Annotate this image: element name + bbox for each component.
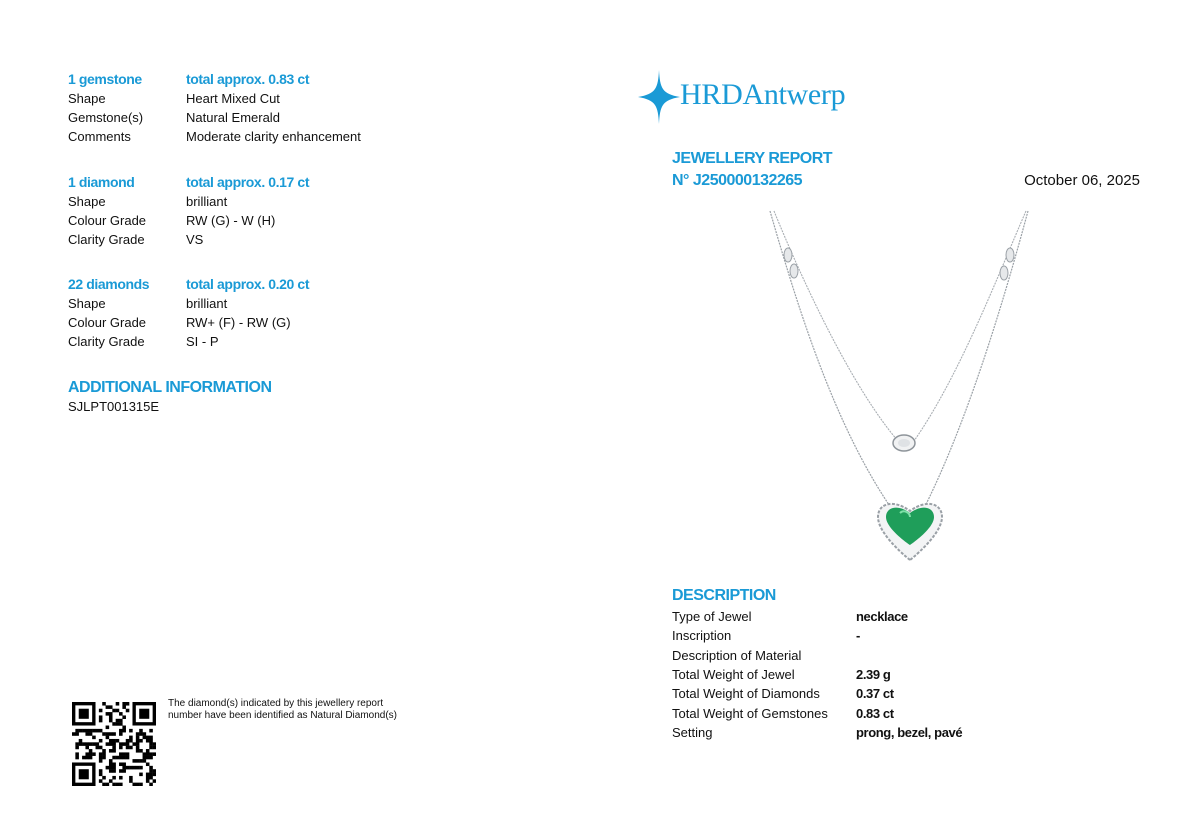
description-row-value: necklace: [856, 609, 908, 624]
diamonds-total: total approx. 0.20 ct: [186, 276, 310, 292]
diamonds-colour-value: RW+ (F) - RW (G): [186, 315, 291, 330]
description-heading: DESCRIPTION: [672, 587, 776, 604]
diamonds-shape-value: brilliant: [186, 296, 228, 311]
hrd-antwerp-logo: [636, 68, 876, 126]
description-row-label: Total Weight of Diamonds: [672, 686, 820, 701]
description-row-label: Inscription: [672, 628, 732, 643]
qr-code: [72, 702, 156, 786]
description-row-value: 2.39 g: [856, 667, 891, 682]
diamond-heading: 1 diamond: [68, 174, 135, 190]
additional-info-value: SJLPT001315E: [68, 399, 160, 414]
diamonds-colour-label: Colour Grade: [68, 315, 147, 330]
diamonds-shape-label: Shape: [68, 296, 106, 311]
four-point-star-icon: [636, 68, 682, 126]
description-row-value: 0.37 ct: [856, 686, 894, 701]
logo-text-antwerp: Antwerp: [742, 78, 846, 111]
description-row-label: Total Weight of Gemstones: [672, 706, 828, 721]
description-row-label: Setting: [672, 725, 713, 740]
diamond-colour-value: RW (G) - W (H): [186, 213, 276, 228]
description-row-value: 0.83 ct: [856, 706, 894, 721]
gemstone-comments-value: Moderate clarity enhancement: [186, 129, 361, 144]
gemstone-type-value: Natural Emerald: [186, 110, 280, 125]
gemstone-total: total approx. 0.83 ct: [186, 71, 310, 87]
description-row-value: -: [856, 628, 860, 643]
natural-diamond-note: The diamond(s) indicated by this jewellery report number have been identified as Natural Diamond(s): [168, 698, 398, 721]
description-row-value: prong, bezel, pavé: [856, 725, 963, 740]
additional-info-heading: ADDITIONAL INFORMATION: [68, 379, 272, 396]
diamond-total: total approx. 0.17 ct: [186, 174, 310, 190]
diamonds-clarity-value: SI - P: [186, 334, 219, 349]
diamond-clarity-value: VS: [186, 232, 204, 247]
necklace-photo: [760, 205, 1040, 570]
description-row-label: Total Weight of Jewel: [672, 667, 795, 682]
diamonds-clarity-label: Clarity Grade: [68, 334, 145, 349]
report-title: JEWELLERY REPORT: [672, 150, 833, 167]
description-row-label: Type of Jewel: [672, 609, 752, 624]
gemstone-shape-label: Shape: [68, 91, 106, 106]
description-row-label: Description of Material: [672, 648, 802, 663]
diamonds-heading: 22 diamonds: [68, 276, 150, 292]
report-number: N° J250000132265: [672, 172, 803, 189]
report-date: October 06, 2025: [1024, 172, 1140, 189]
gemstone-shape-value: Heart Mixed Cut: [186, 91, 280, 106]
gemstone-comments-label: Comments: [68, 129, 131, 144]
qr-code-graphic: [72, 702, 156, 786]
gemstone-type-label: Gemstone(s): [68, 110, 144, 125]
diamond-clarity-label: Clarity Grade: [68, 232, 145, 247]
diamond-shape-label: Shape: [68, 194, 106, 209]
gemstone-heading: 1 gemstone: [68, 71, 142, 87]
diamond-shape-value: brilliant: [186, 194, 228, 209]
logo-text-hrd: HRD: [680, 78, 743, 111]
diamond-colour-label: Colour Grade: [68, 213, 147, 228]
